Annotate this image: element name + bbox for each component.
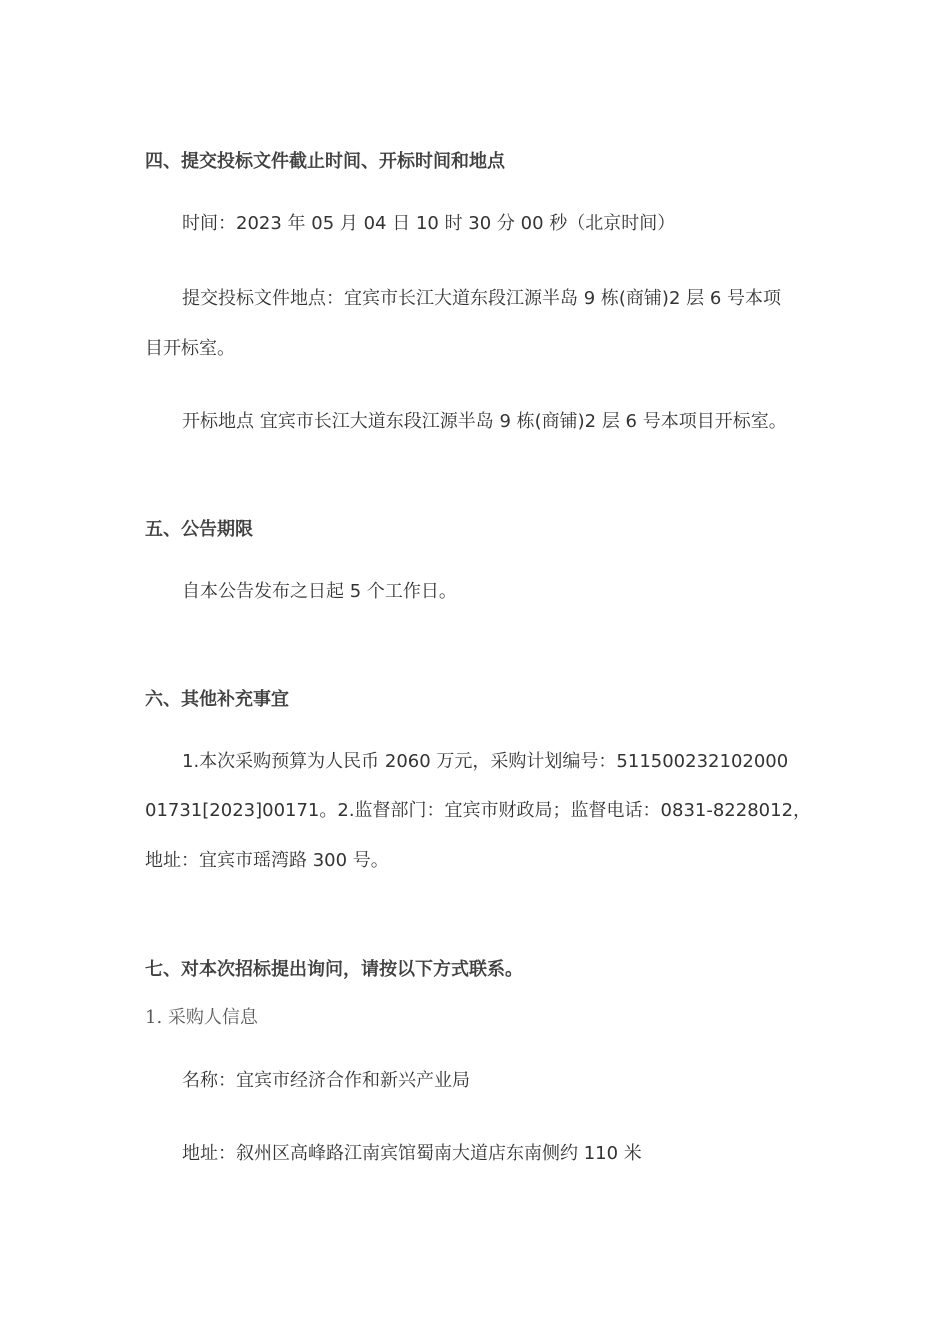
purchaser-name: 名称：宜宾市经济合作和新兴产业局 bbox=[182, 1070, 470, 1091]
section-7-heading: 七、对本次招标提出询问，请按以下方式联系。 bbox=[145, 959, 523, 980]
submit-location-line-2: 目开标室。 bbox=[145, 338, 235, 359]
purchaser-info-heading: 1. 采购人信息 bbox=[145, 1007, 258, 1028]
supplement-line-3: 地址：宜宾市瑶湾路 300 号。 bbox=[145, 850, 389, 871]
section-5-heading: 五、公告期限 bbox=[145, 519, 253, 540]
submit-location-line-1: 提交投标文件地点：宜宾市长江大道东段江源半岛 9 栋(商铺)2 层 6 号本项 bbox=[182, 288, 782, 309]
supplement-line-2: 01731[2023]00171。2.监督部门：宜宾市财政局；监督电话：0831-8228012， bbox=[145, 800, 812, 821]
purchaser-address: 地址：叙州区高峰路江南宾馆蜀南大道店东南侧约 110 米 bbox=[182, 1143, 642, 1164]
opening-location: 开标地点 宜宾市长江大道东段江源半岛 9 栋(商铺)2 层 6 号本项目开标室。 bbox=[182, 411, 787, 432]
section-6-heading: 六、其他补充事宜 bbox=[145, 689, 289, 710]
announcement-period: 自本公告发布之日起 5 个工作日。 bbox=[182, 581, 457, 602]
bid-deadline-time: 时间：2023 年 05 月 04 日 10 时 30 分 00 秒（北京时间） bbox=[182, 213, 676, 234]
supplement-line-1: 1.本次采购预算为人民币 2060 万元，采购计划编号：511500232102000 bbox=[182, 751, 789, 772]
section-4-heading: 四、提交投标文件截止时间、开标时间和地点 bbox=[145, 151, 505, 172]
